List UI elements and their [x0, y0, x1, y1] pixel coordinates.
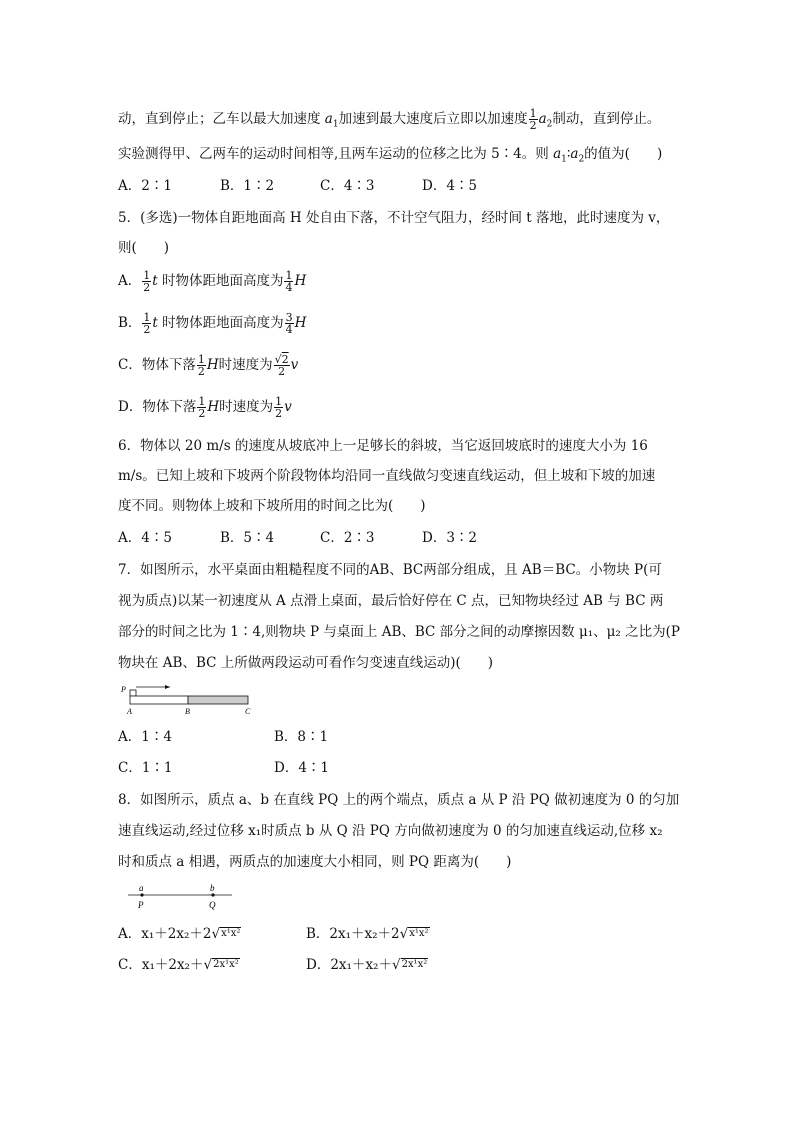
q5-option-d: D．物体下落 $\frac{1}{2}$ H时速度为 $\frac{1}{2}$ v	[118, 395, 292, 420]
q8-line-2: 速直线运动,经过位移 x₁时质点 b 从 Q 沿 PQ 方向做初速度为 0 的匀加速直线运动,位移 x₂	[118, 823, 663, 839]
q8-d-root: 2x¹x²	[401, 959, 428, 970]
q7-option-d: D．4∶1	[274, 760, 330, 776]
q8-a-root: x¹x²	[221, 928, 241, 939]
q8-option-a: A．x₁＋2x₂＋2√x¹x²	[118, 926, 241, 942]
q7-line-1: 7．如图所示，水平桌面由粗糙程度不同的AB、BC两部分组成，且 AB＝BC。小物块 P(可	[118, 562, 662, 578]
q7-option-b: B．8∶1	[274, 729, 329, 745]
q6-option-d: D．3∶2	[422, 530, 478, 546]
q6-option-a: A．4∶5	[118, 530, 172, 546]
q4-text-d: 实验测得甲、乙两车的运动时间相等,且两车运动的位移之比为 5∶4。则	[118, 146, 554, 162]
q4-line-1: 动，直到停止；乙车以最大加速度 $a_1$加速到最大速度后立即以加速度 $\frac{1}{2}$ $a_2$制动，直到停止。	[118, 107, 661, 132]
q6-option-c: C．2∶3	[320, 530, 375, 546]
q5-option-c: C．物体下落 $\frac{1}{2}$ H时速度为 $\frac{√2}{2}$ v	[118, 353, 299, 378]
q8-d-text: D．2x₁＋x₂＋	[306, 957, 392, 973]
fraction-half: $\frac{1}{2}$	[529, 107, 537, 132]
q8-option-c: C．x₁＋2x₂＋√2x¹x²	[118, 957, 239, 973]
q5-option-a: A． $\frac{1}{2}$ t 时物体距地面高度为 $\frac{1}{4}$ H	[118, 269, 307, 294]
q5-d-prefix: D．物体下落	[118, 399, 197, 415]
q5-d-mid: 时速度为	[219, 399, 274, 415]
arrow-head-icon	[165, 685, 170, 689]
label-b: B	[185, 707, 190, 716]
label-a: A	[127, 707, 132, 716]
q4-option-a: A．2∶1	[118, 178, 172, 194]
label-p: P	[121, 685, 126, 694]
segment-ab	[130, 696, 188, 704]
q4-text-a: 动，直到停止；乙车以最大加速度	[118, 111, 325, 127]
q7-option-a: A．1∶4	[118, 729, 172, 745]
q4-option-d: D．4∶5	[422, 178, 478, 194]
q7-figure-table	[118, 682, 258, 718]
label-p: P	[138, 900, 144, 910]
segment-bc	[188, 696, 248, 704]
q8-option-d: D．2x₁＋x₂＋√2x¹x²	[306, 957, 428, 973]
q5-c-mid: 时速度为	[218, 357, 273, 373]
q5-a-mid: 时物体距地面高度为	[161, 273, 284, 289]
q5-line-2: 则( )	[118, 240, 170, 256]
q4-option-c: C．4∶3	[320, 178, 375, 194]
q7-line-4: 物块在 AB、BC 上所做两段运动可看作匀变速直线运动)( )	[118, 655, 494, 671]
q4-text-b: 加速到最大速度后立即以加速度	[338, 111, 528, 127]
label-b: b	[210, 883, 215, 893]
q8-c-text: C．x₁＋2x₂＋	[118, 957, 204, 973]
q8-option-b: B．2x₁＋x₂＋2√x¹x²	[306, 926, 429, 942]
q5-a-prefix: A．	[118, 273, 142, 289]
q8-b-text: B．2x₁＋x₂＋2	[306, 926, 400, 942]
q4-text-e: 的值为( )	[584, 146, 663, 162]
point-p	[140, 893, 143, 896]
q8-b-root: x¹x²	[409, 928, 429, 939]
q4-option-b: B．1∶2	[220, 178, 275, 194]
label-q: Q	[209, 900, 216, 910]
q6-option-b: B．5∶4	[220, 530, 275, 546]
q7-line-3: 部分的时间之比为 1∶4,则物块 P 与桌面上 AB、BC 部分之间的动摩擦因数 μ₁、μ₂ 之比为(P	[118, 624, 680, 640]
q5-line-1: 5．(多选)一物体自距地面高 H 处自由下落，不计空气阻力，经时间 t 落地，此时速度为 v，	[118, 210, 670, 226]
point-q	[211, 893, 214, 896]
q6-line-2: m/s。已知上坡和下坡两个阶段物体均沿同一直线做匀变速直线运动，但上坡和下坡的加速	[118, 468, 656, 484]
q8-figure-line	[120, 880, 240, 910]
q8-line-3: 时和质点 a 相遇，两质点的加速度大小相同，则 PQ 距离为( )	[118, 854, 512, 870]
q6-line-1: 6．物体以 20 m/s 的速度从坡底冲上一足够长的斜坡，当它返回坡底时的速度大小为 16	[118, 438, 648, 454]
q5-option-b: B． $\frac{1}{2}$ t 时物体距地面高度为 $\frac{3}{4}$ H	[118, 311, 307, 336]
q5-b-mid: 时物体距地面高度为	[162, 315, 284, 331]
q7-option-c: C．1∶1	[118, 760, 173, 776]
q5-b-prefix: B．	[118, 315, 142, 331]
label-a: a	[139, 883, 144, 893]
q8-line-1: 8．如图所示，质点 a、b 在直线 PQ 上的两个端点，质点 a 从 P 沿 PQ 做初速度为 0 的匀加	[118, 792, 680, 808]
block-p	[130, 690, 136, 696]
q4-line-2: 实验测得甲、乙两车的运动时间相等,且两车运动的位移之比为 5∶4。则 $a_1∶a_2$的值为( )	[118, 146, 663, 165]
q7-line-2: 视为质点)以某一初速度从 A 点滑上桌面，最后恰好停在 C 点，已知物块经过 AB 与 BC 两	[118, 593, 664, 609]
q8-c-root: 2x¹x²	[213, 959, 239, 970]
q5-c-prefix: C．物体下落	[118, 357, 196, 373]
q8-a-text: A．x₁＋2x₂＋2	[118, 926, 212, 942]
q4-text-c: 制动，直到停止。	[552, 111, 661, 127]
q6-line-3: 度不同。则物体上坡和下坡所用的时间之比为( )	[118, 498, 426, 514]
label-c: C	[245, 707, 251, 716]
